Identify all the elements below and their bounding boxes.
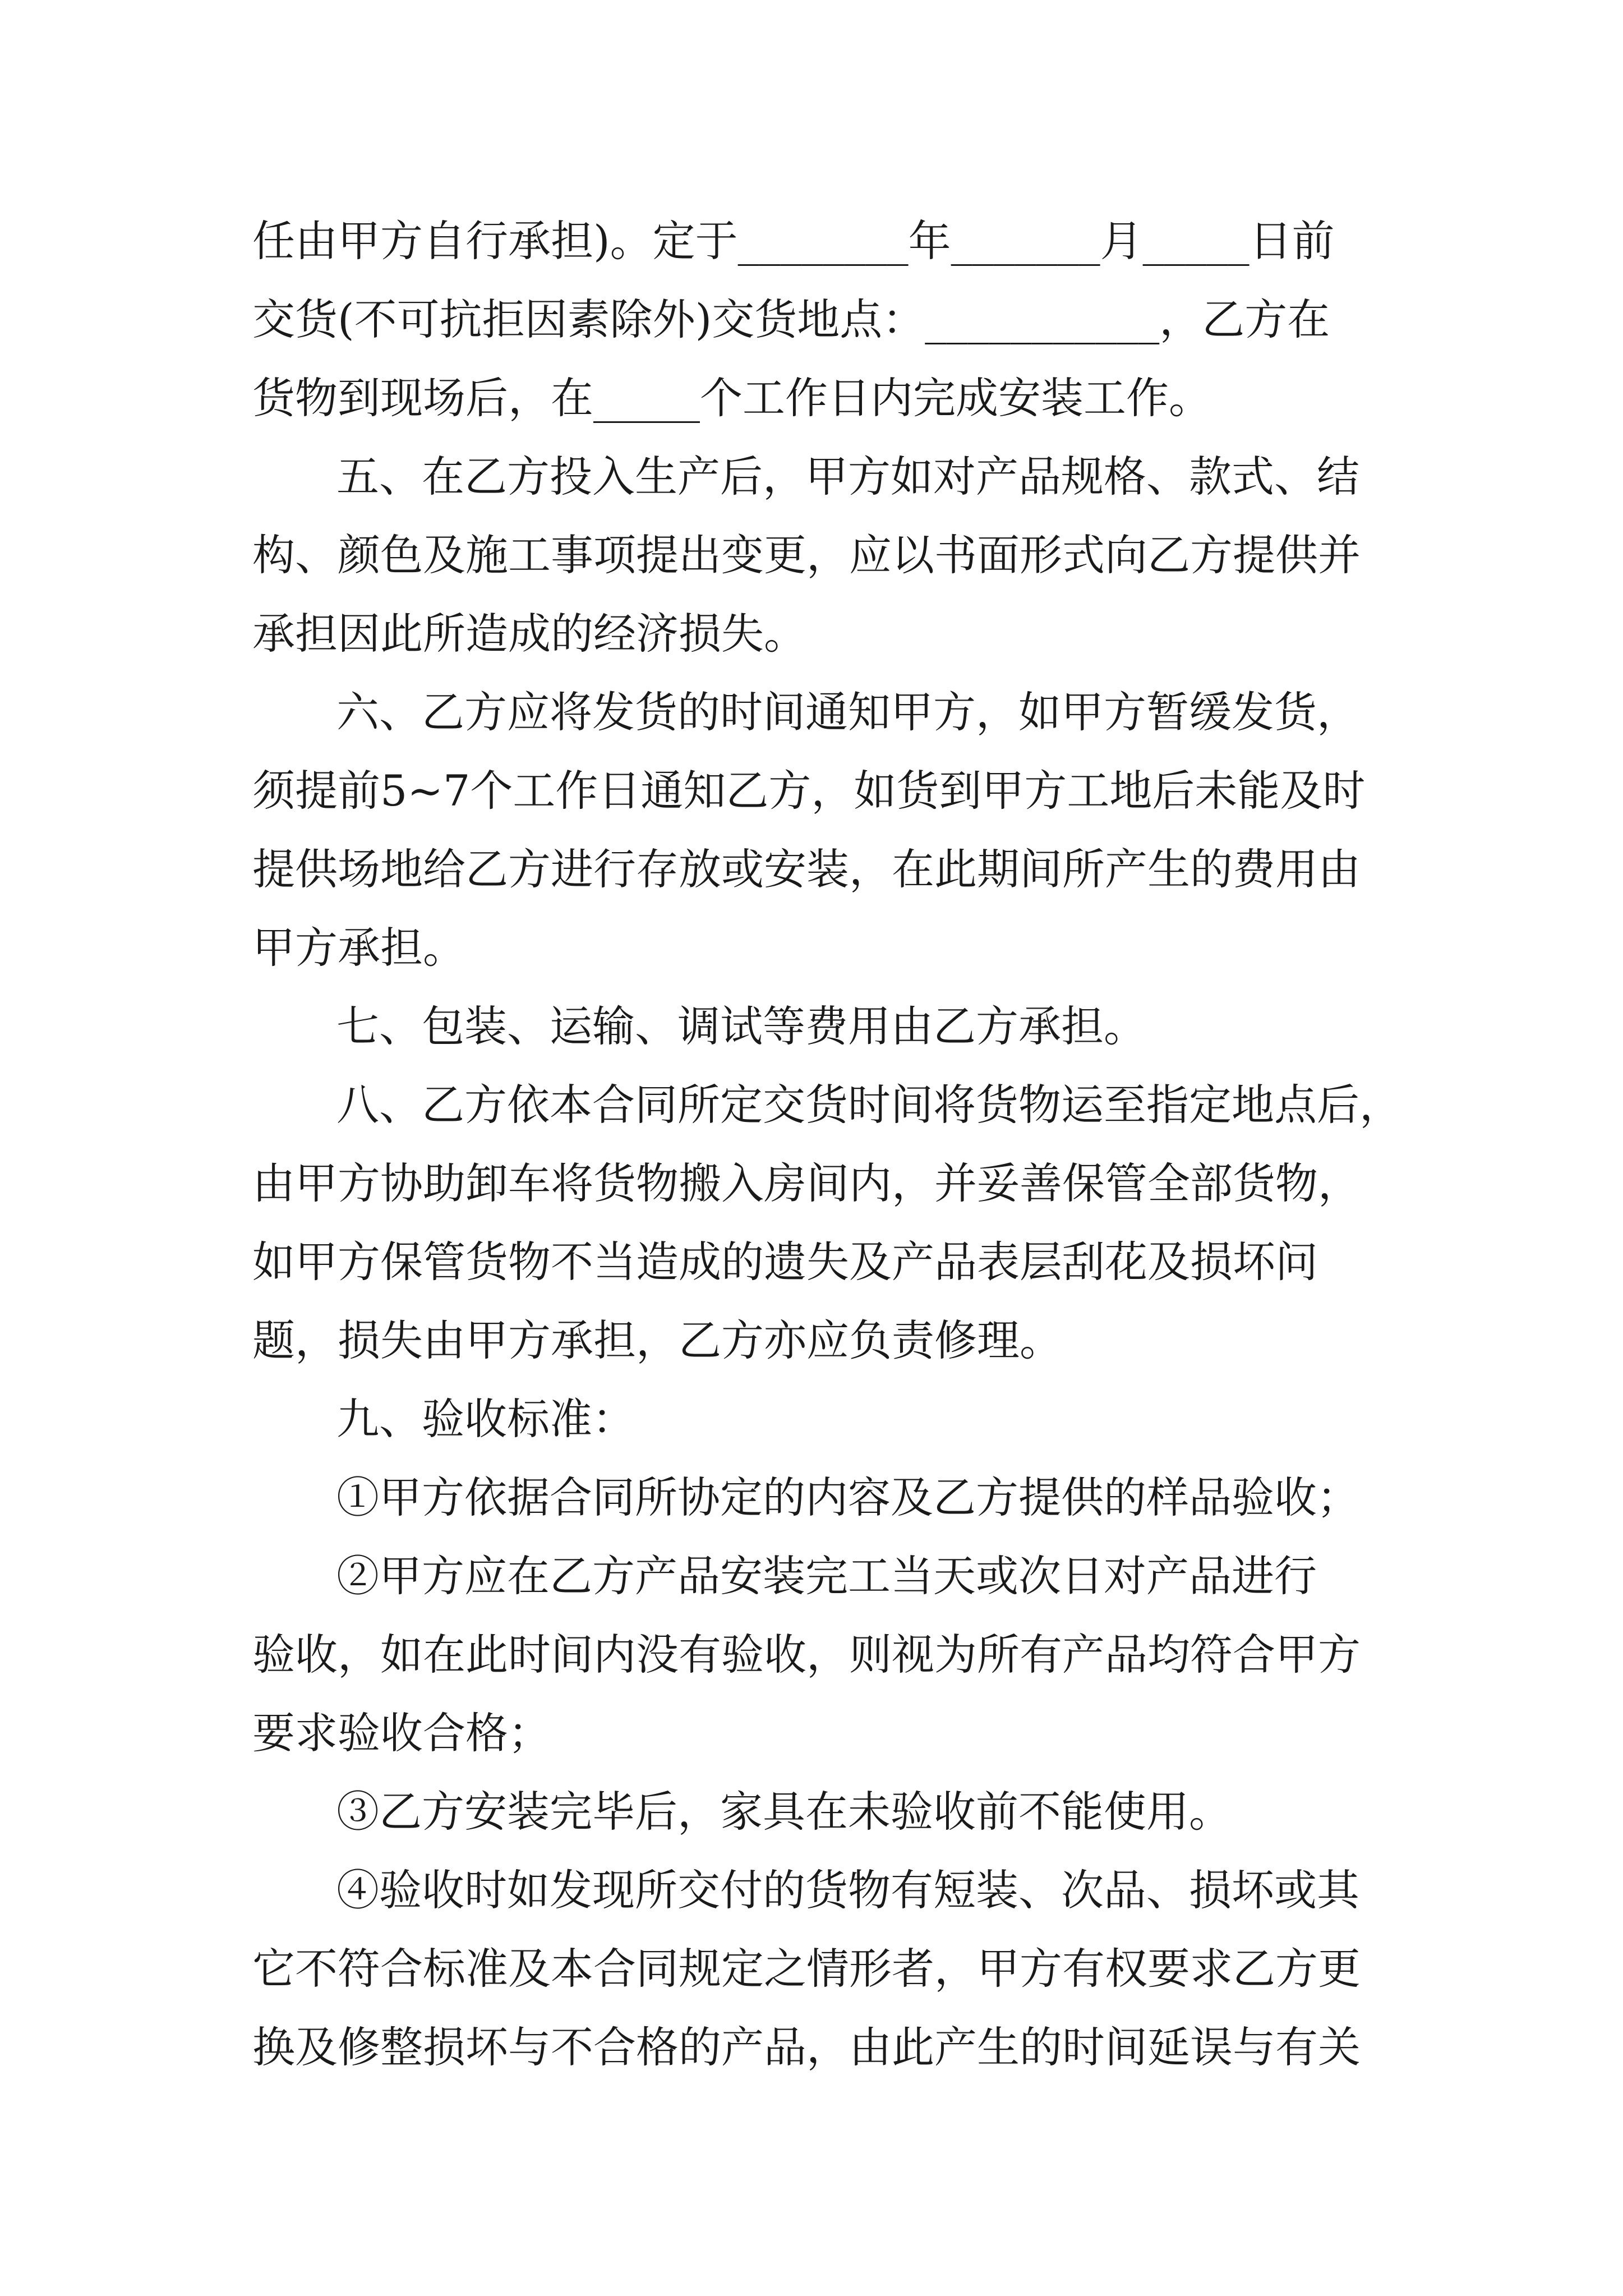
text-line: 如甲方保管货物不当造成的遗失及产品表层刮花及损坏问 <box>252 1237 1318 1287</box>
text-line: ③乙方安装完毕后，家具在未验收前不能使用。 <box>336 1787 1232 1837</box>
text-line: 题，损失由甲方承担，乙方亦应负责修理。 <box>252 1315 1062 1365</box>
text-line: 由甲方协助卸车将货物搬入房间内，并妥善保管全部货物， <box>252 1158 1361 1208</box>
text-line: 验收，如在此时间内没有验收，则视为所有产品均符合甲方 <box>252 1630 1361 1680</box>
text-line: 提供场地给乙方进行存放或安装，在此期间所产生的费用由 <box>252 844 1361 894</box>
text-line: 任由甲方自行承担)。定于________年_______月_____日前 <box>252 216 1335 266</box>
text-line: 要求验收合格； <box>252 1708 551 1758</box>
text-line: ②甲方应在乙方产品安装完工当天或次日对产品进行 <box>336 1551 1317 1601</box>
text-line: 七、包装、运输、调试等费用由乙方承担。 <box>336 1001 1146 1051</box>
text-line: 交货(不可抗拒因素除外)交货地点：___________，乙方在 <box>252 295 1330 344</box>
text-line: 它不符合标准及本合同规定之情形者，甲方有权要求乙方更 <box>252 1944 1361 1994</box>
text-line: 须提前5~7个工作日通知乙方，如货到甲方工地后未能及时 <box>252 766 1366 816</box>
text-line: 八、乙方依本合同所定交货时间将货物运至指定地点后， <box>336 1080 1402 1130</box>
text-line: 六、乙方应将发货的时间通知甲方，如甲方暂缓发货， <box>336 687 1359 737</box>
text-line: 构、颜色及施工事项提出变更，应以书面形式向乙方提供并 <box>252 530 1361 580</box>
text-line: ①甲方依据合同所协定的内容及乙方提供的样品验收； <box>336 1473 1359 1522</box>
text-line: 承担因此所造成的经济损失。 <box>252 609 806 659</box>
text-line: ④验收时如发现所交付的货物有短装、次品、损坏或其 <box>336 1865 1359 1915</box>
text-line: 九、验收标准： <box>336 1394 635 1444</box>
text-line: 换及修整损坏与不合格的产品，由此产生的时间延误与有关 <box>252 2022 1361 2072</box>
text-line: 甲方承担。 <box>252 923 465 973</box>
text-line: 五、在乙方投入生产后，甲方如对产品规格、款式、结 <box>336 452 1359 501</box>
text-line: 货物到现场后，在_____个工作日内完成安装工作。 <box>252 373 1211 423</box>
